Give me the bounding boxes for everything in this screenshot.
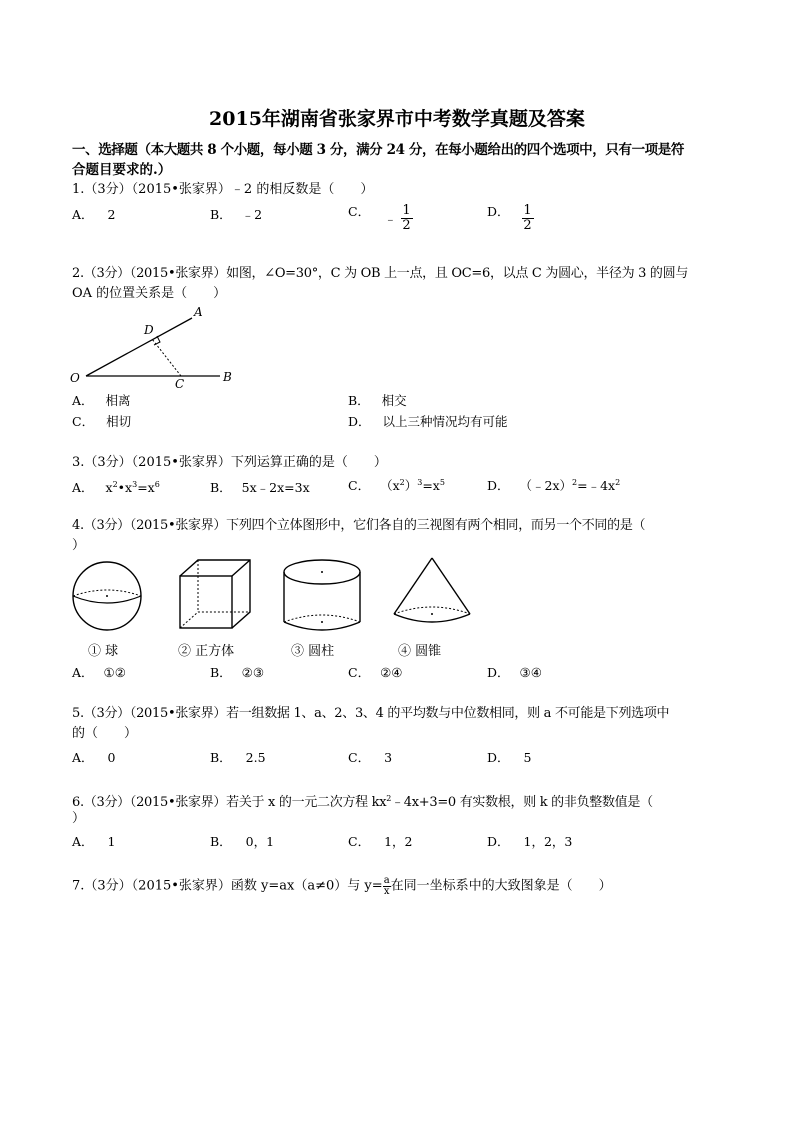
page-title: 2015年湖南省张家界市中考数学真题及答案 bbox=[209, 108, 585, 130]
cube-figure bbox=[180, 560, 250, 628]
exponent: 2 bbox=[399, 478, 405, 487]
solid-figures bbox=[70, 556, 490, 638]
fraction bbox=[383, 876, 391, 897]
option-text: 相交 bbox=[381, 393, 407, 408]
option-text: 相切 bbox=[106, 414, 132, 429]
stem-part: 6.（3分）（2015•张家界）若关于 x 的一元二次方程 kx bbox=[72, 795, 387, 810]
option-label: B． bbox=[210, 480, 232, 495]
option-label: A． bbox=[72, 207, 94, 222]
expr-part: （﹣2x） bbox=[519, 478, 573, 493]
shape-label-cone: ④ 圆锥 bbox=[398, 644, 442, 659]
numerator: 1 bbox=[523, 203, 532, 218]
question-6-stem-line2: ） bbox=[72, 811, 86, 826]
option-text: ﹣2 bbox=[241, 207, 263, 222]
option-label: A． bbox=[72, 665, 94, 680]
expr bbox=[380, 478, 445, 493]
option-text: 1，2 bbox=[384, 834, 413, 849]
question-2-stem-line1: 2.（3分）（2015•张家界）如图，∠O=30°，C 为 OB 上一点，且 OC=6，以点 C 为圆心，半径为 3 的圆与 bbox=[72, 266, 689, 281]
q6-option-c bbox=[348, 832, 412, 850]
shape-label-cube: ② 正方体 bbox=[178, 644, 235, 659]
section-header-line2: 合题目要求的.） bbox=[72, 162, 172, 178]
exponent: 3 bbox=[132, 480, 138, 489]
q3-option-b bbox=[210, 478, 310, 496]
option-label: C． bbox=[72, 414, 95, 429]
q5-option-d bbox=[487, 748, 531, 766]
question-2-stem-line2: OA 的位置关系是（ ） bbox=[72, 286, 227, 301]
q5-option-a bbox=[72, 748, 115, 766]
cylinder-figure bbox=[284, 560, 360, 630]
option-label: A． bbox=[72, 393, 94, 408]
q2-option-a bbox=[72, 391, 131, 409]
q4-option-d bbox=[487, 663, 542, 681]
option-text: 0 bbox=[107, 750, 116, 765]
fraction bbox=[522, 204, 534, 233]
option-label: D． bbox=[487, 665, 510, 680]
exponent: 3 bbox=[417, 478, 423, 487]
label-b: B bbox=[223, 370, 232, 384]
q2-option-c bbox=[72, 412, 131, 430]
question-1-stem: 1.（3分）（2015•张家界）﹣2 的相反数是（ ） bbox=[72, 182, 374, 197]
question-3-stem: 3.（3分）（2015•张家界）下列运算正确的是（ ） bbox=[72, 455, 387, 470]
option-text: 1，2，3 bbox=[523, 834, 573, 849]
expr bbox=[520, 478, 621, 493]
q1-option-a bbox=[72, 205, 115, 223]
q3-option-c bbox=[348, 476, 445, 494]
option-text: ②④ bbox=[380, 665, 403, 680]
option-label: D． bbox=[487, 478, 510, 493]
exponent: 2 bbox=[615, 478, 621, 487]
option-label: D． bbox=[487, 750, 510, 765]
option-label: D． bbox=[348, 414, 371, 429]
shape-label-cylinder: ③ 圆柱 bbox=[291, 644, 335, 659]
sphere-figure bbox=[73, 562, 141, 630]
option-label: C． bbox=[348, 204, 371, 219]
option-text: ①② bbox=[103, 665, 126, 680]
exponent: 6 bbox=[154, 480, 160, 489]
option-text: 0，1 bbox=[245, 834, 275, 849]
option-label: D． bbox=[487, 204, 510, 219]
q3-option-a bbox=[72, 478, 160, 496]
question-4-stem-line1: 4.（3分）（2015•张家界）下列四个立体图形中，它们各自的三视图有两个相同，而另一个不同的是（ bbox=[72, 518, 646, 533]
q6-option-a bbox=[72, 832, 115, 850]
denominator: x bbox=[383, 886, 390, 897]
option-text: 2 bbox=[107, 207, 116, 222]
q1-option-d bbox=[487, 202, 534, 233]
option-label: B． bbox=[348, 393, 370, 408]
option-label: B． bbox=[210, 750, 232, 765]
denominator: 2 bbox=[523, 218, 532, 233]
option-label: C． bbox=[348, 478, 371, 493]
numerator: a bbox=[383, 875, 390, 886]
label-a: A bbox=[194, 305, 203, 319]
section-header-line1: 一、选择题（本大题共 8 个小题，每小题 3 分，满分 24 分，在每小题给出的四个选项中，只有一项是符 bbox=[72, 142, 684, 158]
expr-part: x bbox=[105, 480, 113, 495]
question-4-stem-line2: ） bbox=[72, 538, 86, 553]
question-7-stem bbox=[72, 876, 612, 897]
exponent: 2 bbox=[386, 794, 392, 803]
option-label: A． bbox=[72, 834, 94, 849]
option-label: C． bbox=[348, 834, 371, 849]
option-label: B． bbox=[210, 834, 232, 849]
exponent: 5 bbox=[439, 478, 445, 487]
q1-option-c bbox=[348, 202, 413, 233]
ray-oa bbox=[86, 318, 192, 376]
exponent: 2 bbox=[572, 478, 578, 487]
option-text: 2.5 bbox=[245, 750, 266, 765]
option-text: ③④ bbox=[519, 665, 542, 680]
question-6-stem-line1 bbox=[72, 789, 653, 813]
question-5-stem-line1: 5.（3分）（2015•张家界）若一组数据 1、a、2、3、4 的平均数与中位数相同，则 a 不可能是下列选项中 bbox=[72, 706, 670, 721]
option-label: C． bbox=[348, 750, 371, 765]
option-label: A． bbox=[72, 480, 94, 495]
option-label: C． bbox=[348, 665, 371, 680]
option-text: ②③ bbox=[241, 665, 265, 680]
label-o: O bbox=[70, 371, 80, 385]
denominator: 2 bbox=[402, 218, 411, 233]
cone-figure bbox=[394, 558, 470, 622]
exponent: 2 bbox=[112, 480, 118, 489]
option-text: 以上三种情况均有可能 bbox=[382, 414, 508, 429]
stem-part: 7.（3分）（2015•张家界）函数 y=ax（a≠0）与 y= bbox=[72, 878, 383, 894]
option-text: 相离 bbox=[105, 393, 131, 408]
option-label: A． bbox=[72, 750, 94, 765]
fraction bbox=[401, 204, 413, 233]
q6-option-d bbox=[487, 832, 572, 850]
shape-label-sphere: ① 球 bbox=[88, 644, 119, 659]
q1-option-b bbox=[210, 205, 262, 223]
expr-part: =x bbox=[422, 478, 440, 493]
q3-option-d bbox=[487, 476, 620, 494]
option-sign: ﹣ bbox=[384, 210, 397, 226]
option-text: 5 bbox=[523, 750, 532, 765]
option-text: 1 bbox=[107, 834, 116, 849]
expr-part: ） bbox=[404, 478, 418, 493]
q4-option-c bbox=[348, 663, 402, 681]
expr-part: =﹣4x bbox=[577, 478, 616, 493]
stem-part: 在同一坐标系中的大致图象是（ ） bbox=[390, 878, 612, 894]
q5-option-b bbox=[210, 748, 266, 766]
expr bbox=[106, 480, 160, 495]
option-label: B． bbox=[210, 665, 232, 680]
option-text: 3 bbox=[384, 750, 393, 765]
option-label: D． bbox=[487, 834, 510, 849]
q4-option-b bbox=[210, 663, 264, 681]
option-label: B． bbox=[210, 207, 232, 222]
question-5-stem-line2: 的（ ） bbox=[72, 726, 138, 741]
numerator: 1 bbox=[402, 203, 411, 218]
label-c: C bbox=[175, 377, 185, 391]
expr-part: （x bbox=[380, 478, 400, 493]
label-d: D bbox=[144, 323, 154, 337]
stem-part: ﹣4x+3=0 有实数根，则 k 的非负整数值是（ bbox=[391, 795, 653, 810]
q4-option-a bbox=[72, 663, 126, 681]
expr-part: •x bbox=[117, 480, 133, 495]
perpendicular-cd bbox=[152, 339, 181, 376]
q2-option-b bbox=[348, 391, 407, 409]
q2-option-d bbox=[348, 412, 508, 430]
expr-part: =x bbox=[137, 480, 155, 495]
option-text: 5x﹣2x=3x bbox=[241, 480, 310, 495]
angle-figure bbox=[68, 300, 248, 392]
q5-option-c bbox=[348, 748, 392, 766]
q6-option-b bbox=[210, 832, 274, 850]
